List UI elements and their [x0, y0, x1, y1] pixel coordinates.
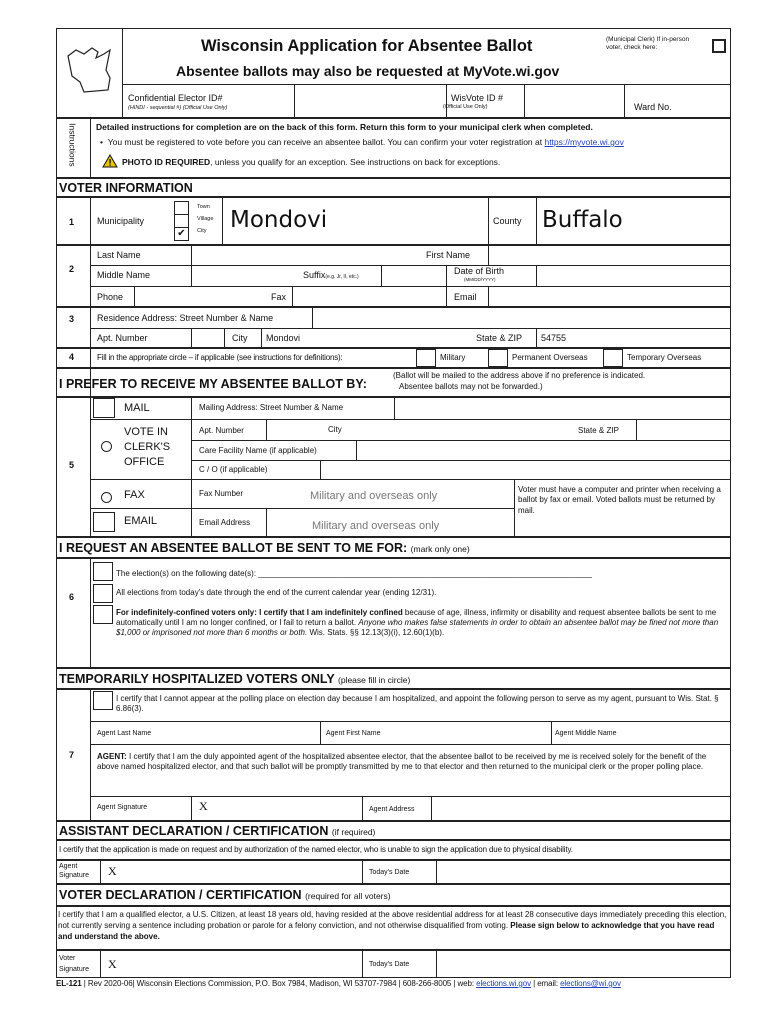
request-heading: I REQUEST AN ABSENTEE BALLOT BE SENT TO ME FOR: (mark only one)	[59, 541, 470, 555]
phone-label: Phone	[97, 292, 124, 302]
assistant-heading: ASSISTANT DECLARATION / CERTIFICATION (if required)	[59, 824, 376, 838]
residence-address-label: Residence Address: Street Number & Name	[97, 313, 274, 323]
city-option-label: City	[197, 228, 207, 234]
agent-middle-name-label: Agent Middle Name	[555, 730, 617, 737]
dob-hint: (MM/DD/YYYY)	[464, 277, 496, 282]
hospitalized-checkbox[interactable]	[93, 691, 113, 710]
town-checkbox[interactable]	[174, 201, 189, 215]
vote-office-line2: CLERK'S	[124, 441, 171, 453]
dob-label: Date of Birth	[454, 266, 505, 276]
election-dates-option: The election(s) on the following date(s): ___________________________________________________________________________	[116, 569, 592, 578]
fax-radio[interactable]	[101, 492, 112, 503]
instructions-line3: PHOTO ID REQUIRED, unless you qualify for an exception. See instructions on back for exceptions.	[122, 157, 501, 167]
village-option-label: Village	[197, 216, 214, 222]
apt-number-label-2: Apt. Number	[199, 426, 244, 435]
row-number-2: 2	[69, 264, 75, 274]
fax-placeholder[interactable]: Military and overseas only	[310, 490, 438, 502]
agent-statement: AGENT: I certify that I am the duly appointed agent of the hospitalized absentee elector, that the absentee ballot to be received by me is received solely for the benefit of the above named hospitalized elector, and that such ballot will be promptly transmitted by me to that elector and then returned to the municipal clerk or the proper polling place.	[97, 752, 707, 772]
all-elections-checkbox[interactable]	[93, 584, 113, 603]
hospital-heading: TEMPORARILY HOSPITALIZED VOTERS ONLY (please fill in circle)	[59, 672, 411, 686]
vote-office-line3: OFFICE	[124, 456, 165, 468]
county-value[interactable]: Buffalo	[542, 207, 623, 233]
military-label: Military	[440, 353, 466, 362]
computer-printer-note: Voter must have a computer and printer when receiving a ballot by fax or email. Voted ballots must be returned by mail.	[518, 485, 721, 515]
row-number-7: 7	[69, 750, 75, 760]
row-number-3: 3	[69, 314, 75, 324]
row-municipality	[56, 197, 731, 245]
form-subtitle: Absentee ballots may also be requested at MyVote.wi.gov	[176, 63, 560, 79]
town-option-label: Town	[197, 204, 210, 210]
assistant-signature-x[interactable]: X	[108, 864, 117, 878]
voter-date-label: Today's Date	[369, 961, 410, 968]
city-label-2: City	[328, 425, 342, 434]
wisvote-id-sub: (Official Use Only)	[443, 104, 488, 110]
permanent-overseas-checkbox[interactable]	[488, 349, 508, 367]
email-option-label: EMAIL	[124, 515, 158, 527]
fax-option-label: FAX	[124, 489, 145, 501]
instructions-side-label: Instructions	[67, 123, 78, 167]
instructions-line2: • You must be registered to vote before you can receive an absentee ballot. You can confirm your voter registration at https://myvote.wi.gov	[100, 137, 624, 147]
fax-number-label: Fax Number	[199, 489, 244, 498]
election-dates-checkbox[interactable]	[93, 562, 113, 581]
instructions-line1: Detailed instructions for completion are on the back of this form. Return this form to your municipal clerk when completed.	[96, 122, 593, 132]
assistant-sig-label-2: Signature	[59, 872, 89, 879]
county-label: County	[493, 216, 522, 226]
row-number-5: 5	[69, 460, 75, 470]
form-title: Wisconsin Application for Absentee Ballot	[201, 37, 533, 55]
indefinitely-confined-option: For indefinitely-confined voters only: I certify that I am indefinitely confined because of age, illness, infirmity or disability and request absentee ballots be sent to me automatically until I am no longer confined, or I fail to return a ballot. Anyone who makes false statements in order to obtain an absentee ballot may be fined not more than $1,000 or imprisoned not more than 6 months or both. Wis. Stats. §§ 12.13(3)(i), 12.60(1)(b).	[116, 608, 719, 638]
row-name	[56, 245, 731, 307]
temporary-overseas-label: Temporary Overseas	[627, 353, 702, 362]
email-address-label: Email Address	[199, 518, 251, 527]
middle-name-label: Middle Name	[97, 270, 151, 280]
military-checkbox[interactable]	[416, 349, 436, 367]
email-label: Email	[454, 292, 477, 302]
zip-value[interactable]: 54755	[541, 333, 567, 343]
voter-decl-heading: VOTER DECLARATION / CERTIFICATION (required for all voters)	[59, 888, 391, 902]
mailing-address-label: Mailing Address: Street Number & Name	[199, 403, 344, 412]
mail-option-label: MAIL	[124, 402, 150, 414]
mail-checkbox[interactable]	[93, 398, 115, 418]
care-of-label: C / O (if applicable)	[199, 465, 268, 474]
suffix-label: Suffix(e.g. Jr, II, etc.)	[303, 270, 359, 280]
warning-triangle-icon	[102, 154, 118, 173]
ward-number-label: Ward No.	[634, 102, 672, 112]
agent-signature-x[interactable]: X	[199, 799, 208, 813]
last-name-label: Last Name	[97, 250, 141, 260]
municipality-value[interactable]: Mondovi	[230, 207, 328, 233]
ballot-application-form	[56, 28, 731, 988]
footer: EL-121 | Rev 2020-06| Wisconsin Elections Commission, P.O. Box 7984, Madison, WI 53707-7984 | 608-266-8005 | web: elections.wi.gov | email: elections@wi.gov	[56, 979, 621, 988]
voter-sig-label-1: Voter	[59, 955, 76, 962]
voter-info-heading: VOTER INFORMATION	[59, 181, 193, 195]
first-name-label: First Name	[426, 250, 471, 260]
footer-web-link[interactable]: elections.wi.gov	[476, 979, 531, 988]
email-checkbox[interactable]	[93, 512, 115, 532]
clerk-note: (Municipal Clerk) If in-person voter, check here:	[606, 36, 690, 51]
fill-circle-instruction: Fill in the appropriate circle – if applicable (see instructions for definitions):	[97, 353, 343, 362]
confidential-id-sub: (HINDI - sequential #) (Official Use Only)	[128, 105, 228, 111]
assistant-sig-label-1: Agent	[59, 863, 78, 870]
email-placeholder[interactable]: Military and overseas only	[312, 520, 440, 532]
care-facility-label: Care Facility Name (if applicable)	[199, 446, 317, 455]
indefinitely-confined-checkbox[interactable]	[93, 605, 113, 624]
vote-in-office-radio[interactable]	[101, 441, 112, 452]
prefer-note-1: (Ballot will be mailed to the address above if no preference is indicated.	[393, 371, 646, 380]
prefer-note-2: Absentee ballots may not be forwarded.)	[399, 382, 543, 391]
row-number-4: 4	[69, 352, 75, 362]
in-person-checkbox[interactable]	[712, 39, 726, 53]
temporary-overseas-checkbox[interactable]	[603, 349, 623, 367]
row-number-1: 1	[69, 217, 75, 227]
myvote-link[interactable]: https://myvote.wi.gov	[544, 137, 624, 147]
apt-number-label: Apt. Number	[97, 333, 148, 343]
agent-address-label: Agent Address	[369, 806, 415, 813]
village-checkbox[interactable]	[174, 214, 189, 228]
city-value[interactable]: Mondovi	[266, 333, 301, 343]
city-label: City	[232, 333, 248, 343]
all-elections-option: All elections from today's date through the end of the current calendar year (ending 12/31).	[116, 588, 437, 597]
city-checkbox[interactable]: ✔	[174, 227, 189, 241]
agent-signature-label: Agent Signature	[97, 804, 148, 811]
wisconsin-outline-icon	[62, 42, 118, 98]
vote-office-line1: VOTE IN	[124, 426, 169, 438]
assistant-certify-text: I certify that the application is made on request and by authorization of the named elector, who is unable to sign the application due to physical disability.	[59, 845, 573, 854]
permanent-overseas-label: Permanent Overseas	[512, 353, 588, 362]
agent-last-name-label: Agent Last Name	[97, 730, 152, 737]
voter-signature-x[interactable]: X	[108, 957, 117, 971]
row-number-6: 6	[69, 592, 75, 602]
prefer-heading: I PREFER TO RECEIVE MY ABSENTEE BALLOT BY:	[59, 377, 367, 391]
hospitalized-certify: I certify that I cannot appear at the polling place on election day because I am hospitalized, and appoint the following person to serve as my agent, pursuant to Wis. Stat. § 6.86(3).	[116, 694, 719, 714]
state-zip-label-2: State & ZIP	[578, 426, 619, 435]
footer-email-link[interactable]: elections@wi.gov	[560, 979, 621, 988]
fax-label: Fax	[271, 292, 287, 302]
wisvote-id-label: WisVote ID #	[451, 93, 504, 103]
confidential-id-label: Confidential Elector ID#	[128, 93, 223, 103]
municipality-label: Municipality	[97, 216, 145, 226]
voter-sig-label-2: Signature	[59, 966, 89, 973]
agent-first-name-label: Agent First Name	[326, 730, 381, 737]
state-zip-label: State & ZIP	[476, 333, 523, 343]
assistant-date-label: Today's Date	[369, 869, 410, 876]
voter-decl-text: I certify that I am a qualified elector, a U.S. Citizen, at least 18 years old, having resided at the above residential address for at least 28 consecutive days immediately preceding this election, not currently serving a sentence including probation or parole for a felony conviction, and not otherwise disqualified from voting. Please sign below to acknowledge that you have read and understand the above.	[58, 910, 727, 942]
